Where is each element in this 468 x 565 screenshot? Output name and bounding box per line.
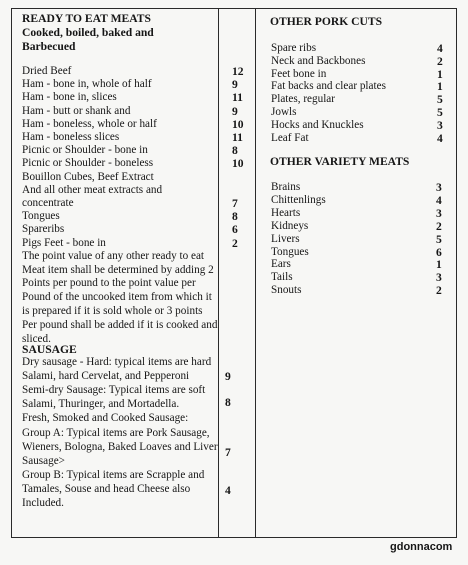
sausage-points: 9 bbox=[225, 370, 231, 383]
credit-watermark: gdonnacom bbox=[390, 541, 453, 553]
sausage-points: 8 bbox=[225, 396, 231, 409]
section-heading: READY TO EAT MEATS bbox=[22, 12, 151, 25]
pork-item-label: Plates, regular bbox=[271, 93, 335, 106]
sausage-line: Tamales, Souse and head Cheese also bbox=[22, 482, 191, 495]
variety-item-label: Tongues bbox=[271, 245, 309, 258]
note-line: Per pound shall be added if it is cooked and bbox=[22, 318, 218, 331]
variety-item-points: 5 bbox=[436, 232, 442, 246]
sausage-heading: SAUSAGE bbox=[22, 343, 77, 356]
pork-item-label: Hocks and Knuckles bbox=[271, 118, 364, 131]
pork-item-points: 2 bbox=[437, 54, 443, 68]
pork-item-label: Jowls bbox=[271, 106, 297, 118]
sausage-points: 4 bbox=[225, 484, 231, 497]
sausage-line: Salami, hard Cervelat, and Pepperoni bbox=[22, 370, 190, 383]
pork-item-points: 4 bbox=[437, 42, 443, 55]
note-line: Points per pound to the point value per bbox=[22, 277, 196, 290]
pork-item-label: Leaf Fat bbox=[271, 131, 309, 144]
sausage-line: Semi-dry Sausage: Typical items are soft bbox=[22, 384, 206, 397]
variety-item-points: 1 bbox=[436, 258, 442, 272]
item-label: Ham - boneless slices bbox=[22, 131, 120, 143]
pork-item-points: 5 bbox=[437, 106, 443, 119]
section-subheading: Barbecued bbox=[22, 40, 76, 53]
variety-item-label: Snouts bbox=[271, 284, 302, 297]
item-label: Pigs Feet - bone in bbox=[22, 236, 106, 249]
pork-item-points: 4 bbox=[437, 131, 443, 145]
variety-item-points: 6 bbox=[436, 245, 442, 259]
column-divider-middle bbox=[255, 8, 256, 538]
pork-item-points: 1 bbox=[437, 80, 443, 94]
item-points: 10 bbox=[232, 157, 244, 171]
variety-item-label: Brains bbox=[271, 181, 301, 193]
item-points: 11 bbox=[232, 131, 243, 144]
pork-item-label: Neck and Backbones bbox=[271, 54, 366, 67]
item-label: Spareribs bbox=[22, 223, 65, 236]
pork-item-points: 3 bbox=[437, 118, 443, 132]
variety-item-points: 3 bbox=[436, 206, 442, 220]
item-label: And all other meat extracts and bbox=[22, 183, 163, 196]
item-points: 6 bbox=[232, 223, 238, 237]
variety-item-points: 2 bbox=[436, 284, 442, 298]
item-points: 7 bbox=[232, 197, 238, 210]
variety-item-label: Chittenlings bbox=[271, 193, 326, 206]
pork-item-label: Spare ribs bbox=[271, 42, 317, 54]
item-label: Ham - bone in, whole of half bbox=[22, 78, 152, 91]
pork-item-label: Feet bone in bbox=[271, 67, 327, 80]
variety-item-points: 2 bbox=[436, 219, 442, 233]
item-label: Ham - butt or shank and bbox=[22, 104, 131, 117]
item-points: 12 bbox=[232, 65, 244, 78]
item-points: 8 bbox=[232, 210, 238, 224]
item-label: Bouillon Cubes, Beef Extract bbox=[22, 170, 154, 183]
sausage-line: Salami, Thuringer, and Mortadella. bbox=[22, 398, 180, 411]
item-label: Picnic or Shoulder - boneless bbox=[22, 157, 154, 170]
sausage-line: Group A: Typical items are Pork Sausage, bbox=[22, 426, 210, 439]
note-line: Meat item shall be determined by adding 2 bbox=[22, 263, 214, 276]
variety-item-label: Tails bbox=[271, 271, 293, 284]
variety-item-points: 3 bbox=[436, 271, 442, 285]
sausage-points: 7 bbox=[225, 446, 231, 459]
note-line: The point value of any other ready to eat bbox=[22, 249, 205, 262]
sausage-line: Included. bbox=[22, 497, 64, 509]
item-points: 2 bbox=[232, 236, 238, 250]
pork-heading: OTHER PORK CUTS bbox=[270, 15, 383, 28]
pork-item-points: 1 bbox=[437, 67, 443, 81]
column-divider-left bbox=[218, 8, 219, 538]
variety-item-label: Ears bbox=[271, 258, 291, 271]
item-label: Dried Beef bbox=[22, 65, 72, 77]
item-label: concentrate bbox=[22, 197, 74, 209]
sausage-line: Group B: Typical items are Scrapple and bbox=[22, 468, 205, 481]
sausage-line: Dry sausage - Hard: typical items are hard bbox=[22, 356, 212, 368]
pork-item-points: 5 bbox=[437, 93, 443, 107]
note-line: Pound of the uncooked item from which it bbox=[22, 291, 212, 304]
variety-item-label: Hearts bbox=[271, 206, 301, 219]
variety-item-label: Kidneys bbox=[271, 219, 309, 232]
sausage-line: Fresh, Smoked and Cooked Sausage: bbox=[22, 412, 189, 425]
item-points: 9 bbox=[232, 78, 238, 92]
pork-item-label: Fat backs and clear plates bbox=[271, 80, 386, 93]
variety-item-points: 3 bbox=[436, 181, 442, 194]
item-label: Picnic or Shoulder - bone in bbox=[22, 144, 148, 157]
item-points: 11 bbox=[232, 91, 243, 105]
item-points: 9 bbox=[232, 104, 238, 118]
variety-item-points: 4 bbox=[436, 193, 442, 207]
variety-item-label: Livers bbox=[271, 232, 300, 245]
note-line: is prepared if it is sold whole or 3 points bbox=[22, 305, 203, 317]
item-points: 10 bbox=[232, 117, 244, 131]
note-line: sliced. bbox=[22, 332, 51, 345]
item-label: Ham - boneless, whole or half bbox=[22, 117, 157, 130]
item-label: Tongues bbox=[22, 210, 60, 223]
variety-heading: OTHER VARIETY MEATS bbox=[270, 155, 410, 168]
item-points: 8 bbox=[232, 144, 238, 158]
sausage-line: Sausage> bbox=[22, 454, 65, 467]
sausage-line: Wieners, Bologna, Baked Loaves and Liver bbox=[22, 440, 218, 453]
item-label: Ham - bone in, slices bbox=[22, 91, 117, 104]
section-subheading: Cooked, boiled, baked and bbox=[22, 26, 154, 39]
